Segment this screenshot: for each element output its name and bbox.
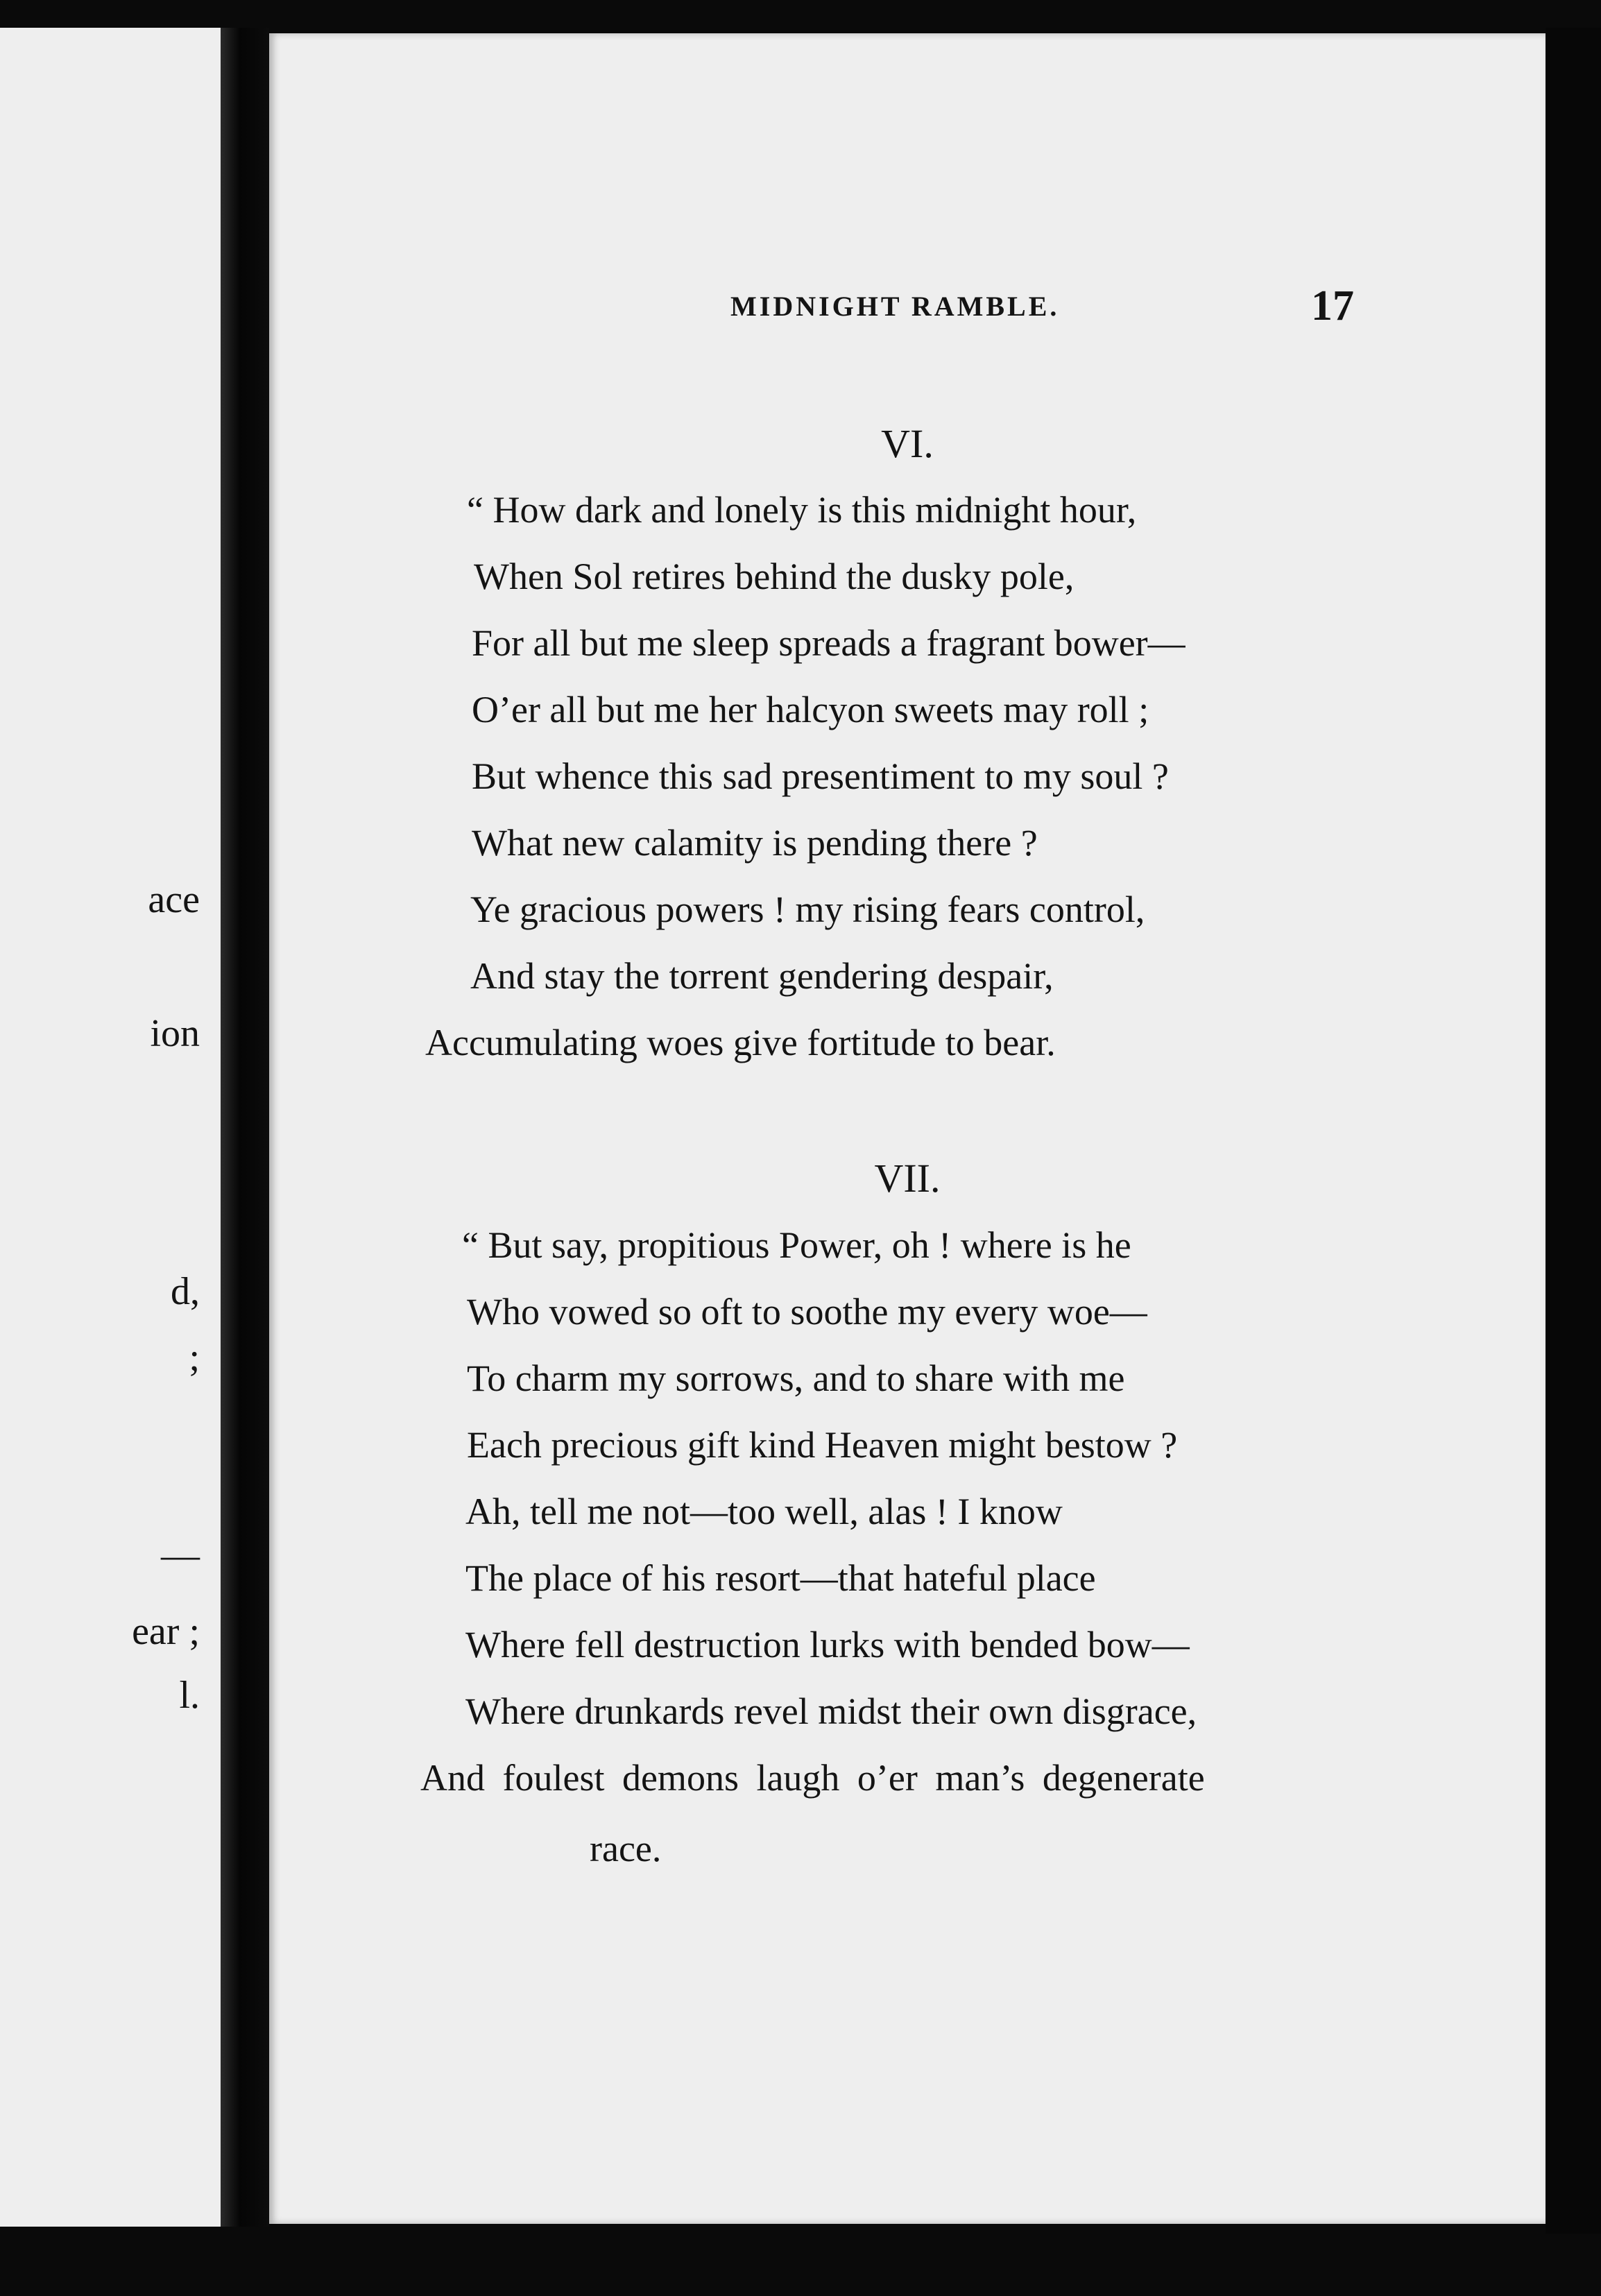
stanza-number: VII.	[874, 1156, 941, 1201]
poem-line: Where drunkards revel midst their own disgrace,	[465, 1690, 1197, 1732]
running-head: MIDNIGHT RAMBLE.	[730, 291, 1060, 322]
stanza-number: VI.	[881, 421, 934, 466]
poem-line: Each precious gift kind Heaven might bestow ?	[467, 1424, 1178, 1466]
left-fragment: d,	[171, 1270, 200, 1313]
poem-line: Ye gracious powers ! my rising fears control,	[470, 889, 1145, 930]
poem-line: To charm my sorrows, and to share with me	[467, 1357, 1125, 1399]
poem-line: What new calamity is pending there ?	[472, 822, 1038, 864]
poem-line: Accumulating woes give fortitude to bear.	[425, 1022, 1056, 1063]
poem-line: Who vowed so oft to soothe my every woe—	[467, 1291, 1147, 1333]
poem-line: Ah, tell me not—too well, alas ! I know	[465, 1491, 1063, 1532]
left-fragment: ;	[189, 1336, 200, 1379]
poem-line: O’er all but me her halcyon sweets may roll ;	[472, 689, 1149, 730]
poem-line: “ But say, propitious Power, oh ! where is he	[462, 1224, 1131, 1266]
book-gutter	[221, 28, 269, 2227]
poem-line: And stay the torrent gendering despair,	[470, 955, 1054, 997]
left-page	[0, 28, 223, 2227]
left-fragment: —	[161, 1534, 200, 1577]
poem-line: When Sol retires behind the dusky pole,	[474, 556, 1075, 597]
right-page	[269, 33, 1546, 2224]
left-fragment: ace	[148, 878, 200, 921]
poem-line: Where fell destruction lurks with bended bow—	[465, 1624, 1190, 1665]
page-number: 17	[1311, 282, 1354, 329]
left-fragment: l.	[179, 1674, 200, 1717]
poem-line: “ How dark and lonely is this midnight hour,	[467, 489, 1137, 531]
left-fragment: ear ;	[132, 1610, 200, 1653]
left-fragment: ion	[150, 1012, 200, 1055]
poem-line: The place of his resort—that hateful place	[465, 1557, 1096, 1599]
poem-line: For all but me sleep spreads a fragrant bower—	[472, 622, 1185, 664]
page-header	[269, 282, 1546, 345]
poem-line: But whence this sad presentiment to my soul ?	[472, 755, 1169, 797]
poem-line: And foulest demons laugh o’er man’s degenerate	[420, 1757, 1205, 1799]
poem-line: race.	[590, 1828, 662, 1869]
right-edge-shadow	[1546, 28, 1601, 2234]
